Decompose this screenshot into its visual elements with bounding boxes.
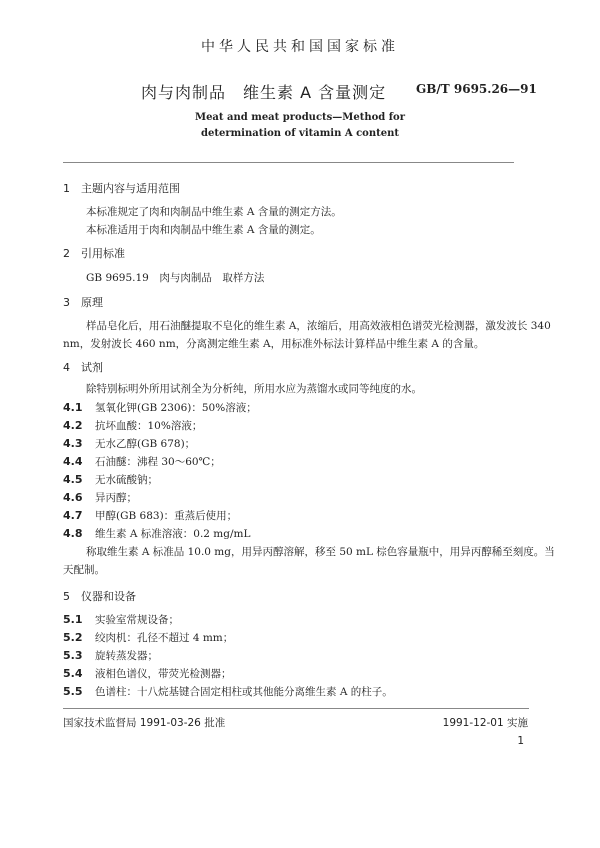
item-text: 维生素 A 标准溶液：0.2 mg/mL xyxy=(95,528,251,540)
item-text: 无水乙醇(GB 678)； xyxy=(95,438,196,450)
section-5-heading: 5 仪器和设备 xyxy=(63,590,136,603)
section-1-line-1: 本标准规定了肉和肉制品中维生素 A 含量的测定方法。 xyxy=(86,206,342,218)
section-4-note-line-1: 称取维生素 A 标准品 10.0 mg，用异丙醇溶解，移至 50 mL 棕色容量瓶中，用异丙醇稀至刻度。当 xyxy=(86,546,555,558)
item-text: 无水硫酸钠； xyxy=(95,474,158,486)
item-text: 石油醚：沸程 30～60℃； xyxy=(95,456,221,468)
equipment-item xyxy=(63,612,179,627)
section-4-intro: 除特别标明外所用试剂全为分析纯，所用水应为蒸馏水或同等纯度的水。 xyxy=(86,383,422,395)
document-title-cn: 肉与肉制品 维生素 A 含量测定 xyxy=(141,83,387,102)
reagent-item xyxy=(63,454,221,469)
item-number: 5.5 xyxy=(63,685,83,698)
section-4-heading: 4 试剂 xyxy=(63,361,103,374)
item-number: 5.3 xyxy=(63,649,83,662)
item-text: 实验室常规设备； xyxy=(95,614,179,626)
section-3-heading: 3 原理 xyxy=(63,296,103,309)
national-standard-header: 中华人民共和国国家标准 xyxy=(201,39,399,55)
section-2-heading: 2 引用标准 xyxy=(63,247,125,260)
item-text: 液相色谱仪，带荧光检测器； xyxy=(95,668,232,680)
section-1-heading: 1 主题内容与适用范围 xyxy=(63,182,180,195)
equipment-item xyxy=(63,684,393,699)
item-text: 氢氧化钾(GB 2306)：50%溶液； xyxy=(95,402,257,414)
reagent-item xyxy=(63,508,237,523)
item-number: 4.6 xyxy=(63,491,83,504)
title-en-line2: determination of vitamin A content xyxy=(200,128,399,139)
item-number: 4.1 xyxy=(63,401,83,414)
item-number: 4.7 xyxy=(63,509,83,522)
item-number: 5.4 xyxy=(63,667,83,680)
section-4-note-line-2: 天配制。 xyxy=(63,564,105,576)
implementation-date: 1991-12-01 实施 xyxy=(442,717,528,729)
page-number: 1 xyxy=(517,735,524,747)
item-number: 5.1 xyxy=(63,613,83,626)
header-rule xyxy=(63,162,514,163)
reagent-item xyxy=(63,436,195,451)
item-number: 4.3 xyxy=(63,437,83,450)
reagent-item xyxy=(63,418,202,433)
item-text: 抗坏血酸：10%溶液； xyxy=(95,420,203,432)
item-number: 4.2 xyxy=(63,419,83,432)
reagent-item xyxy=(63,490,137,505)
reagent-item xyxy=(63,526,250,541)
item-number: 4.4 xyxy=(63,455,83,468)
section-3-line-2: nm，发射波长 460 nm，分离测定维生素 A，用标准外标法计算样品中维生素 A 的含量。 xyxy=(63,338,485,350)
item-number: 5.2 xyxy=(63,631,83,644)
approval-date: 国家技术监督局 1991-03-26 批准 xyxy=(63,717,226,729)
section-3-line-1: 样品皂化后，用石油醚提取不皂化的维生素 A，浓缩后，用高效液相色谱荧光检测器，激发波长 340 xyxy=(86,320,551,332)
reagent-item xyxy=(63,472,158,487)
footer-rule xyxy=(63,708,529,709)
section-2-reference: GB 9695.19 肉与肉制品 取样方法 xyxy=(86,272,265,284)
reagent-item xyxy=(63,400,257,415)
equipment-item xyxy=(63,666,232,681)
item-text: 色谱柱：十八烷基键合固定相柱或其他能分离维生素 A 的柱子。 xyxy=(95,686,393,698)
item-text: 异丙醇； xyxy=(95,492,137,504)
standard-code: GB/T 9695.26—91 xyxy=(416,82,537,96)
item-number: 4.5 xyxy=(63,473,83,486)
equipment-item xyxy=(63,630,233,645)
item-text: 甲醇(GB 683)：重蒸后使用； xyxy=(95,510,238,522)
document-title-en xyxy=(0,110,600,142)
item-text: 绞肉机：孔径不超过 4 mm； xyxy=(95,632,234,644)
item-number: 4.8 xyxy=(63,527,83,540)
equipment-item xyxy=(63,648,158,663)
section-1-line-2: 本标准适用于肉和肉制品中维生素 A 含量的测定。 xyxy=(86,224,321,236)
title-en-line1: Meat and meat products—Method for xyxy=(195,112,405,123)
item-text: 旋转蒸发器； xyxy=(95,650,158,662)
